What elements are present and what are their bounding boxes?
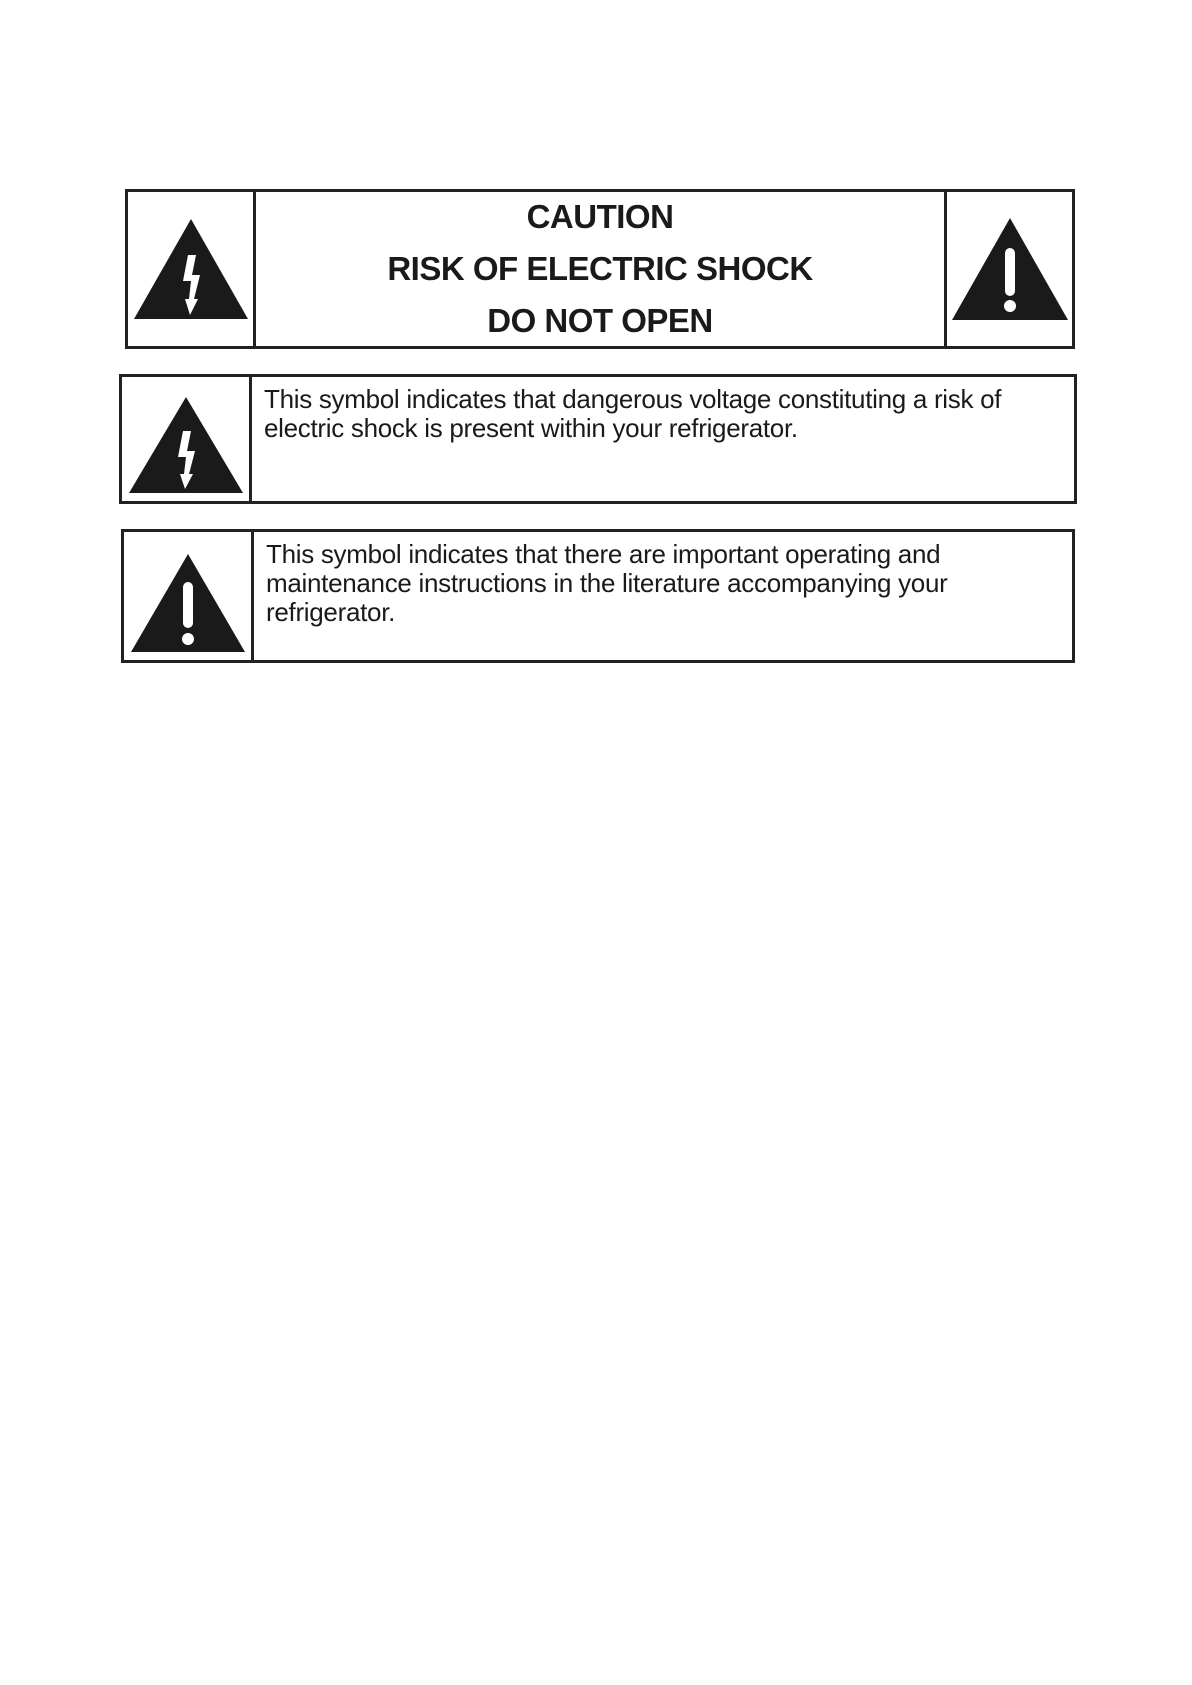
voltage-symbol-description: This symbol indicates that dangerous voltage constituting a risk of electric shock is present within your refrigerator. — [264, 384, 1002, 443]
caution-do-not-open-line: DO NOT OPEN — [487, 302, 713, 339]
instructions-symbol-box — [121, 529, 1075, 663]
caution-label — [125, 189, 1075, 349]
caution-left-icon-cell — [128, 192, 256, 346]
caution-risk-line: RISK OF ELECTRIC SHOCK — [387, 250, 813, 287]
caution-heading: CAUTION — [526, 198, 674, 235]
lightning-warning-icon — [132, 217, 250, 321]
voltage-icon-cell — [122, 377, 252, 501]
exclamation-warning-icon — [950, 216, 1070, 322]
caution-right-icon-cell — [944, 192, 1072, 346]
voltage-symbol-box — [119, 374, 1077, 504]
instructions-symbol-description: This symbol indicates that there are important operating and maintenance instructions in the literature accompanying your refrigerator. — [266, 539, 948, 627]
lightning-warning-icon — [127, 395, 245, 495]
instructions-icon-cell — [124, 532, 254, 660]
caution-text — [256, 192, 944, 346]
exclamation-warning-icon — [129, 552, 247, 654]
